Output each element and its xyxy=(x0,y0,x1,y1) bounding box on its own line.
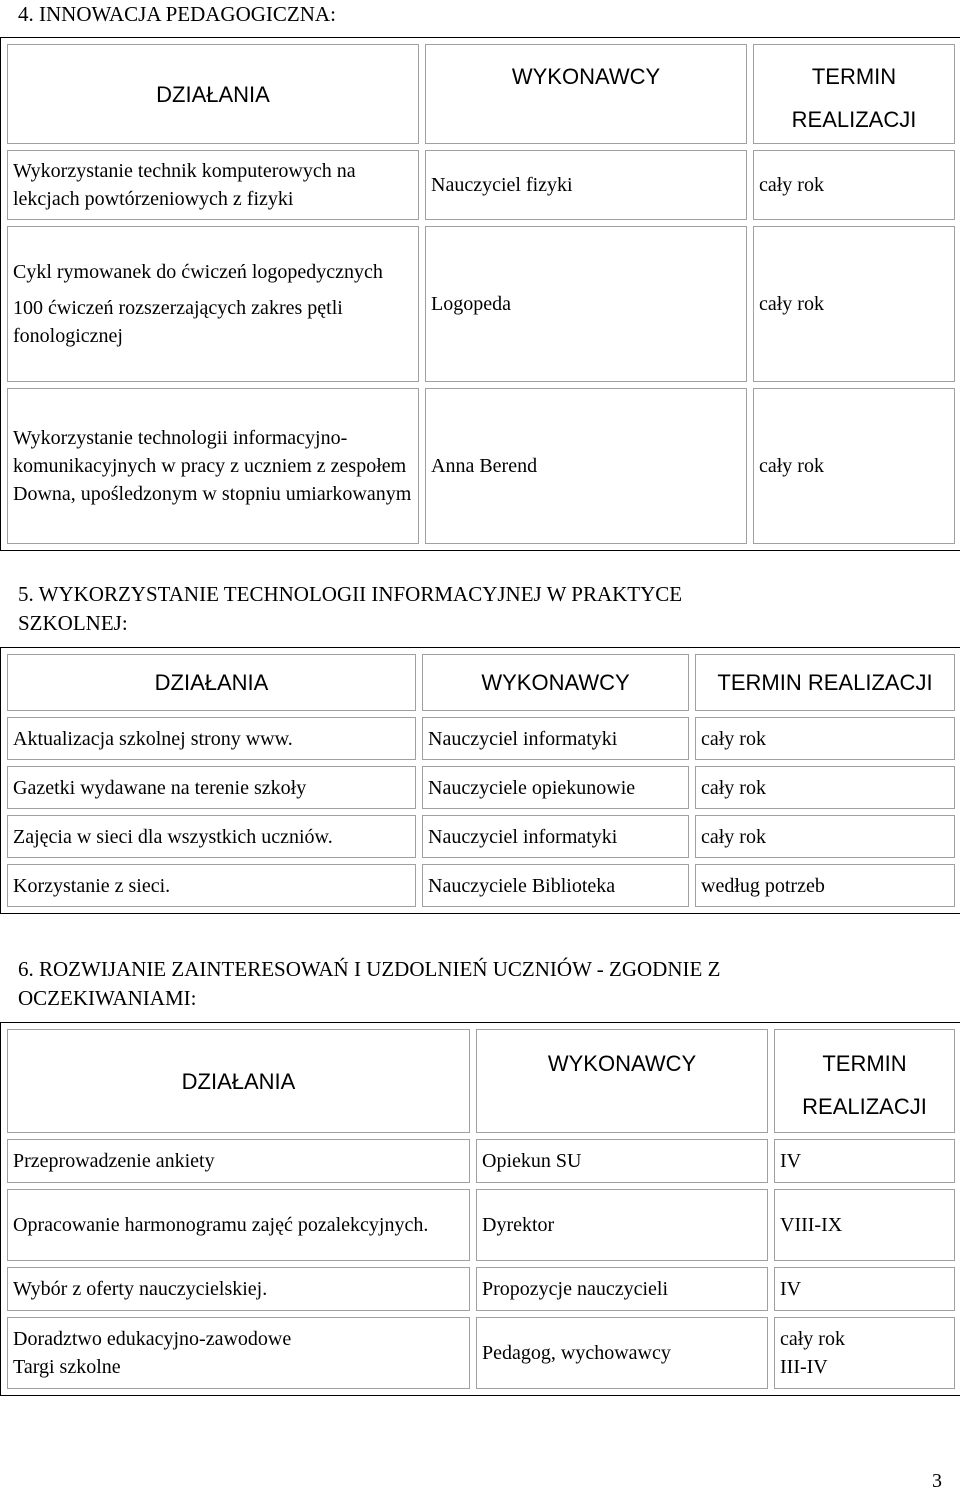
section6-table xyxy=(0,1022,960,1396)
cell-term: cały rok xyxy=(753,388,955,544)
cell-action: Gazetki wydawane na terenie szkoły xyxy=(7,766,416,809)
cell-action: Zajęcia w sieci dla wszystkich uczniów. xyxy=(7,815,416,858)
section5-heading-line2: SZKOLNEJ: xyxy=(18,611,128,635)
table-row xyxy=(7,388,955,544)
table-row xyxy=(7,1317,955,1389)
table-row xyxy=(7,150,955,220)
cell-executor: Anna Berend xyxy=(425,388,747,544)
section5-table xyxy=(0,647,960,914)
header-actions: DZIAŁANIA xyxy=(7,44,419,144)
cell-action xyxy=(7,226,419,382)
section6-heading xyxy=(18,955,720,1013)
cell-executor: Nauczyciel informatyki xyxy=(422,815,689,858)
cell-executor: Dyrektor xyxy=(476,1189,768,1261)
cell-executor: Nauczyciele opiekunowie xyxy=(422,766,689,809)
table-row xyxy=(7,766,955,809)
section4-table xyxy=(0,37,960,551)
page-number: 3 xyxy=(932,1470,942,1492)
cell-term-line2: III-IV xyxy=(780,1356,828,1378)
header-term-line2: REALIZACJI xyxy=(802,1094,927,1119)
header-actions: DZIAŁANIA xyxy=(7,1029,470,1133)
cell-action: Opracowanie harmonogramu zajęć pozalekcyjnych. xyxy=(7,1189,470,1261)
header-term-line1: TERMIN xyxy=(811,64,897,89)
table-row xyxy=(7,717,955,760)
cell-term-line1: cały rok xyxy=(780,1328,845,1350)
cell-term: IV xyxy=(774,1139,955,1183)
table-row xyxy=(7,864,955,907)
section6-heading-line2: OCZEKIWANIAMI: xyxy=(18,986,197,1010)
cell-term: cały rok xyxy=(753,226,955,382)
cell-executor: Opiekun SU xyxy=(476,1139,768,1183)
header-executors: WYKONAWCY xyxy=(422,654,689,711)
cell-action: Wybór z oferty nauczycielskiej. xyxy=(7,1267,470,1311)
cell-action: Korzystanie z sieci. xyxy=(7,864,416,907)
table-row xyxy=(7,1189,955,1261)
cell-term xyxy=(774,1317,955,1389)
table-header-row xyxy=(7,654,955,711)
cell-term: VIII-IX xyxy=(774,1189,955,1261)
cell-action: Aktualizacja szkolnej strony www. xyxy=(7,717,416,760)
table-header-row xyxy=(7,1029,955,1133)
cell-executor: Nauczyciele Biblioteka xyxy=(422,864,689,907)
cell-term: cały rok xyxy=(695,766,955,809)
cell-term: według potrzeb xyxy=(695,864,955,907)
section5-heading-line1: 5. WYKORZYSTANIE TECHNOLOGII INFORMACYJNEJ W PRAKTYCE xyxy=(18,582,683,606)
cell-executor: Nauczyciel fizyki xyxy=(425,150,747,220)
section4-heading: 4. INNOWACJA PEDAGOGICZNA: xyxy=(18,2,336,26)
header-term-line2: REALIZACJI xyxy=(791,107,917,132)
table-header-row xyxy=(7,44,955,144)
cell-executor: Nauczyciel informatyki xyxy=(422,717,689,760)
header-term xyxy=(753,44,955,144)
cell-action: Wykorzystanie technologii informacyjno-komunikacyjnych w pracy z uczniem z zespołem Downa, upośledzonym w stopniu umiarkowanym xyxy=(7,388,419,544)
table-row xyxy=(7,1139,955,1183)
header-term-line1: TERMIN xyxy=(822,1051,907,1076)
cell-executor: Logopeda xyxy=(425,226,747,382)
cell-action-line2: Targi szkolne xyxy=(13,1356,121,1378)
header-actions: DZIAŁANIA xyxy=(7,654,416,711)
cell-action xyxy=(7,1317,470,1389)
table-row xyxy=(7,1267,955,1311)
header-term xyxy=(774,1029,955,1133)
cell-term: cały rok xyxy=(753,150,955,220)
cell-executor: Propozycje nauczycieli xyxy=(476,1267,768,1311)
header-executors: WYKONAWCY xyxy=(476,1029,768,1133)
cell-action-paragraph-2: 100 ćwiczeń rozszerzających zakres pętli fonologicznej xyxy=(13,297,343,347)
section6-heading-line1: 6. ROZWIJANIE ZAINTERESOWAŃ I UZDOLNIEŃ UCZNIÓW - ZGODNIE Z xyxy=(18,957,721,981)
header-term: TERMIN REALIZACJI xyxy=(695,654,955,711)
table-row xyxy=(7,815,955,858)
cell-term: cały rok xyxy=(695,815,955,858)
header-executors: WYKONAWCY xyxy=(425,44,747,144)
cell-term: cały rok xyxy=(695,717,955,760)
cell-action: Wykorzystanie technik komputerowych na lekcjach powtórzeniowych z fizyki xyxy=(7,150,419,220)
cell-action-line1: Doradztwo edukacyjno-zawodowe xyxy=(13,1328,292,1350)
cell-action-paragraph-1: Cykl rymowanek do ćwiczeń logopedycznych xyxy=(13,261,383,283)
cell-term: IV xyxy=(774,1267,955,1311)
section5-heading xyxy=(18,580,682,638)
cell-executor: Pedagog, wychowawcy xyxy=(476,1317,768,1389)
cell-action: Przeprowadzenie ankiety xyxy=(7,1139,470,1183)
table-row xyxy=(7,226,955,382)
